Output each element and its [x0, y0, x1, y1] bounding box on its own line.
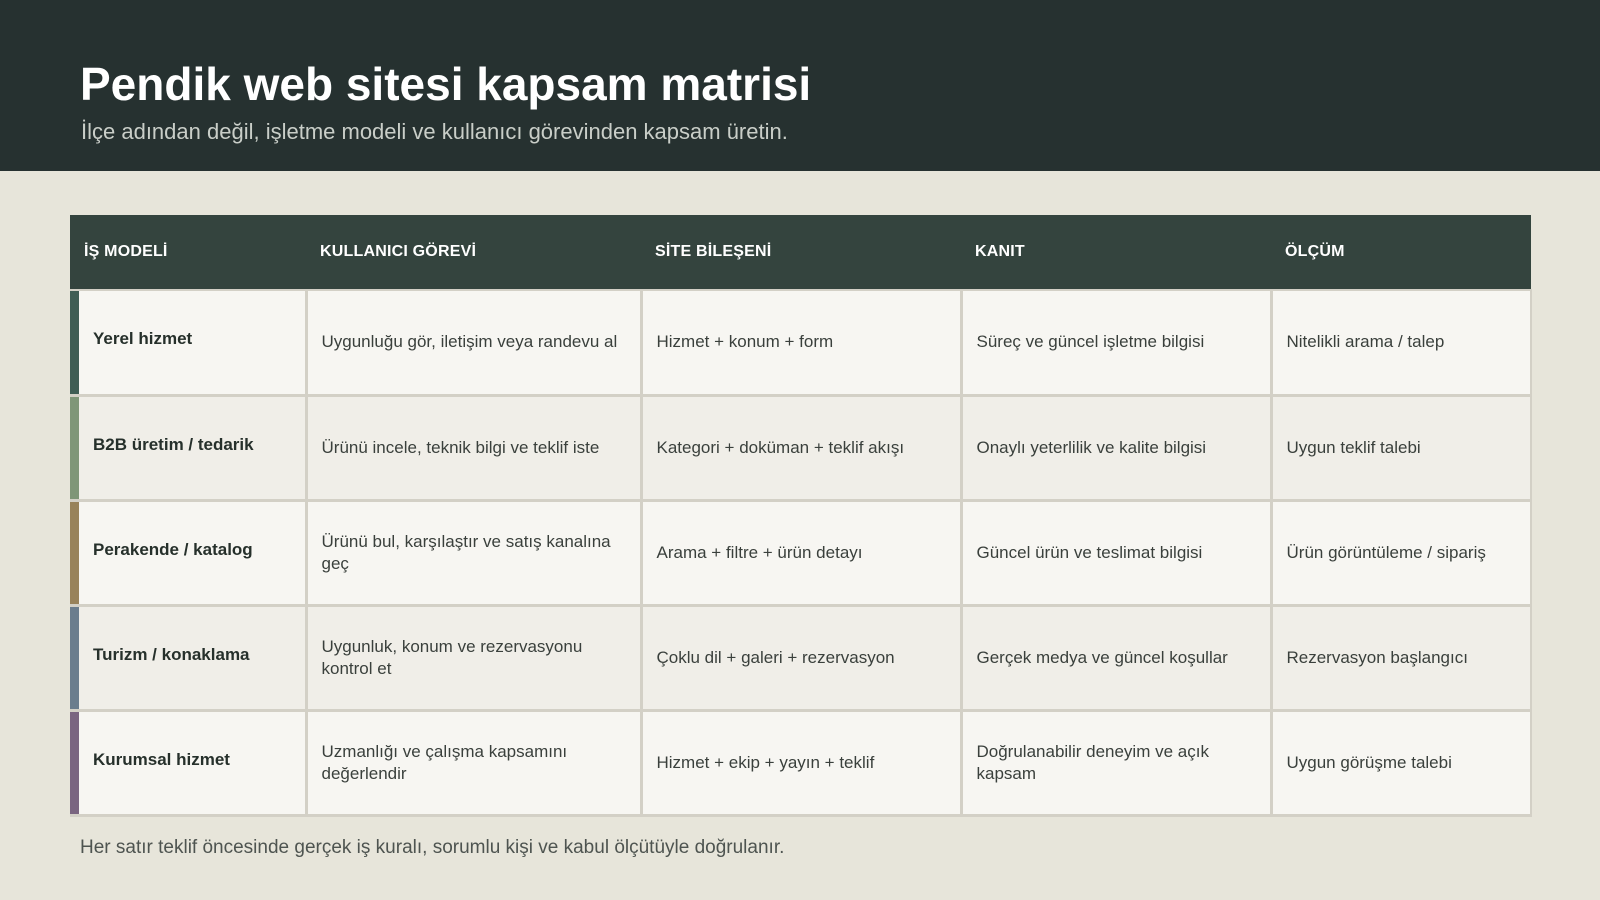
row-evidence: Gerçek medya ve güncel koşullar — [961, 605, 1271, 710]
row-site-component: Hizmet + konum + form — [641, 290, 961, 395]
page-title: Pendik web sitesi kapsam matrisi — [80, 58, 812, 110]
row-site-component: Hizmet + ekip + yayın + teklif — [641, 710, 961, 815]
row-site-component: Çoklu dil + galeri + rezervasyon — [641, 605, 961, 710]
column-header-measurement: ÖLÇÜM — [1271, 215, 1531, 290]
row-measurement: Ürün görüntüleme / sipariş — [1271, 500, 1531, 605]
table-header-row — [70, 215, 1531, 290]
table-row — [70, 500, 1531, 605]
table-row — [70, 290, 1531, 395]
row-measurement: Rezervasyon başlangıcı — [1271, 605, 1531, 710]
row-site-component: Arama + filtre + ürün detayı — [641, 500, 961, 605]
row-evidence: Süreç ve güncel işletme bilgisi — [961, 290, 1271, 395]
column-header-business-model: İŞ MODELİ — [70, 215, 306, 290]
row-user-task: Ürünü bul, karşılaştır ve satış kanalına geç — [306, 500, 641, 605]
row-user-task: Uygunluğu gör, iletişim veya randevu al — [306, 290, 641, 395]
header-banner — [0, 0, 1600, 171]
row-business-model: Turizm / konaklama — [70, 605, 306, 710]
row-business-model: Perakende / katalog — [70, 500, 306, 605]
table-row — [70, 395, 1531, 500]
column-header-evidence: KANIT — [961, 215, 1271, 290]
column-header-site-component: SİTE BİLEŞENİ — [641, 215, 961, 290]
table-row — [70, 710, 1531, 815]
row-measurement: Uygun teklif talebi — [1271, 395, 1531, 500]
footer-note: Her satır teklif öncesinde gerçek iş kuralı, sorumlu kişi ve kabul ölçütüyle doğrulanır. — [80, 837, 785, 858]
page-subtitle: İlçe adından değil, işletme modeli ve kullanıcı görevinden kapsam üretin. — [81, 119, 788, 144]
row-evidence: Güncel ürün ve teslimat bilgisi — [961, 500, 1271, 605]
row-user-task: Ürünü incele, teknik bilgi ve teklif iste — [306, 395, 641, 500]
row-user-task: Uygunluk, konum ve rezervasyonu kontrol et — [306, 605, 641, 710]
row-measurement: Uygun görüşme talebi — [1271, 710, 1531, 815]
row-evidence: Onaylı yeterlilik ve kalite bilgisi — [961, 395, 1271, 500]
scope-matrix-table — [70, 215, 1532, 817]
row-evidence: Doğrulanabilir deneyim ve açık kapsam — [961, 710, 1271, 815]
row-site-component: Kategori + doküman + teklif akışı — [641, 395, 961, 500]
column-header-user-task: KULLANICI GÖREVİ — [306, 215, 641, 290]
row-measurement: Nitelikli arama / talep — [1271, 290, 1531, 395]
row-business-model: Kurumsal hizmet — [70, 710, 306, 815]
table-row — [70, 605, 1531, 710]
row-user-task: Uzmanlığı ve çalışma kapsamını değerlendir — [306, 710, 641, 815]
row-business-model: Yerel hizmet — [70, 290, 306, 395]
row-business-model: B2B üretim / tedarik — [70, 395, 306, 500]
